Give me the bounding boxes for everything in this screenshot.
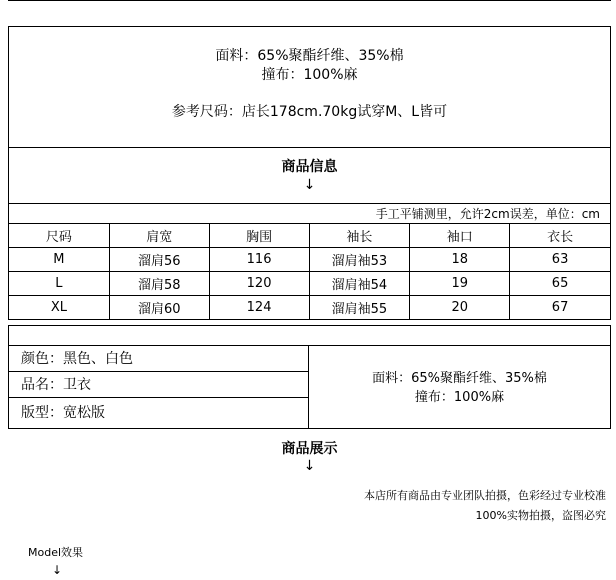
arrow-down-icon: ↓ — [303, 458, 316, 474]
table-row — [9, 248, 611, 272]
arrow-down-icon: ↓ — [303, 177, 316, 193]
table-cell: 溜肩58 — [109, 272, 209, 296]
arrow-down-icon: ↓ — [52, 563, 63, 577]
table-row — [9, 272, 611, 296]
material-box — [8, 26, 611, 148]
table-cell: 18 — [410, 248, 510, 272]
model-label: Model效果 — [28, 546, 84, 559]
table-cell: M — [9, 248, 110, 272]
header-cell-cuff: 袖口 — [410, 224, 510, 248]
table-cell: XL — [9, 296, 110, 320]
attribute-color: 颜色：黑色、白色 — [21, 351, 133, 367]
material-contrast: 撞布：100%麻 — [261, 67, 358, 83]
attribute-name: 品名：卫衣 — [21, 377, 91, 393]
header-cell-sleeve: 袖长 — [309, 224, 410, 248]
table-cell: 124 — [209, 296, 309, 320]
blank-row — [8, 325, 611, 346]
material-right-cell — [308, 345, 611, 429]
display-note-copyright: 100%实物拍摄，盗图必究 — [475, 509, 606, 522]
table-cell: 溜肩袖55 — [309, 296, 410, 320]
measurement-note-row — [8, 203, 611, 224]
size-table — [8, 223, 611, 320]
table-cell: 溜肩袖53 — [309, 248, 410, 272]
table-row — [9, 296, 611, 320]
header-cell-length: 衣长 — [510, 224, 611, 248]
table-cell: 67 — [510, 296, 611, 320]
table-cell: 120 — [209, 272, 309, 296]
top-divider — [8, 0, 611, 1]
table-cell: 65 — [510, 272, 611, 296]
table-cell: 20 — [410, 296, 510, 320]
header-cell-chest: 胸围 — [209, 224, 309, 248]
material-right-fabric: 面料：65%聚酯纤维、35%棉 — [372, 371, 547, 386]
product-display-title: 商品展示 — [281, 441, 338, 457]
attribute-name-cell — [8, 371, 309, 398]
product-info-title: 商品信息 — [281, 159, 338, 175]
measurement-note: 手工平铺测里，允许2cm误差，单位：cm — [375, 207, 600, 221]
product-info-box — [8, 147, 611, 204]
table-cell: 溜肩袖54 — [309, 272, 410, 296]
attribute-color-cell — [8, 345, 309, 372]
display-note-photography: 本店所有商品由专业团队拍摄，色彩经过专业校准 — [364, 489, 606, 502]
header-cell-shoulder: 肩宽 — [109, 224, 209, 248]
table-cell: 19 — [410, 272, 510, 296]
size-reference: 参考尺码：店长178cm.70kg试穿M、L皆可 — [171, 104, 448, 120]
table-cell: L — [9, 272, 110, 296]
attribute-fit-cell — [8, 397, 309, 429]
attribute-fit: 版型：宽松版 — [21, 405, 105, 421]
table-cell: 溜肩56 — [109, 248, 209, 272]
header-cell-size: 尺码 — [9, 224, 110, 248]
table-cell: 63 — [510, 248, 611, 272]
size-table-header-row — [9, 224, 611, 248]
table-cell: 溜肩60 — [109, 296, 209, 320]
material-fabric: 面料：65%聚酯纤维、35%棉 — [215, 48, 404, 64]
material-right-contrast: 撞布：100%麻 — [414, 390, 505, 405]
table-cell: 116 — [209, 248, 309, 272]
